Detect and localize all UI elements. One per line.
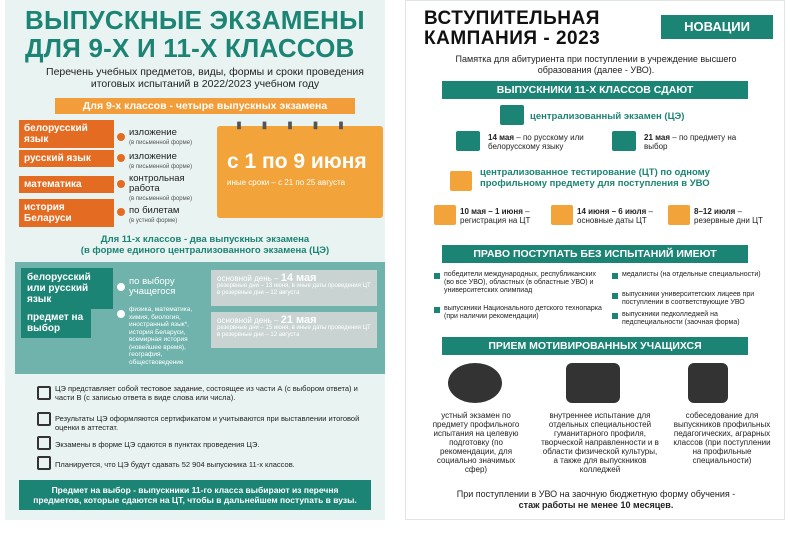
grade9-form: изложение (в письменной форме) — [129, 151, 193, 170]
ct-item: 10 мая – 1 июня – регистрация на ЦТ — [460, 207, 531, 225]
mot-item: собеседование для выпускников профильных педагогических, аграрных классов (при поступлении на профильные специальности) — [673, 411, 771, 465]
rights-item: выпускники педколледжей на педспециальности (заочная форма) — [622, 311, 740, 326]
grade9-subject: белорусский язык — [19, 120, 114, 148]
poster-exams-subtitle: Перечень учебных предметов, виды, формы и сроки проведения итоговых испытаний в 2022/2023 учебном году — [46, 66, 364, 90]
people-icon — [448, 363, 502, 403]
ce-item: 14 мая – по русскому или белорусскому языку — [488, 133, 584, 151]
easel-icon — [566, 363, 620, 403]
poster-exams-title: ВЫПУСКНЫЕ ЭКЗАМЕНЫ ДЛЯ 9-Х И 11-Х КЛАССОВ — [25, 5, 365, 63]
rights-item: выпускники университетских лицеев при поступлении в соответствующие УВО — [622, 291, 755, 306]
calendar-icon — [668, 205, 690, 225]
section-banner: ПРИЕМ МОТИВИРОВАННЫХ УЧАЩИХСЯ — [442, 337, 748, 355]
ct-item: 8–12 июля – резервные дни ЦТ — [694, 207, 763, 225]
calendar-rings-icon: ▮▮▮▮▮ — [236, 120, 364, 131]
bullet-square — [434, 273, 440, 279]
bullet-square — [612, 313, 618, 319]
poster-exams — [5, 0, 385, 520]
calendar-grade9 — [217, 120, 383, 218]
bullet-dot — [117, 154, 125, 162]
section-banner: ПРАВО ПОСТУПАТЬ БЕЗ ИСПЫТАНИЙ ИМЕЮТ — [442, 245, 748, 263]
grade9-form: по билетам (в устной форме) — [129, 205, 180, 224]
bullet-square — [434, 307, 440, 313]
grade11-form: физика, математика, химия, биология, иностранный язык*, история Беларуси, всемирная история (новейшее время), география, обществоведение — [129, 306, 193, 366]
grade11-subject: белорусский или русский язык — [21, 268, 113, 309]
bullet-dot — [117, 133, 125, 141]
mot-item: устный экзамен по предмету профильного испытания на целевую подготовку (по рекомендации, для социально значимых сфер) — [432, 411, 520, 474]
rights-item: победители международных, республиканских (во все УВО), областных (в областные УВО) и университетских олимпиад — [444, 271, 597, 294]
ce-title: централизованный экзамен (ЦЭ) — [530, 111, 685, 122]
ct-item: 14 июня – 6 июля – основные даты ЦТ — [577, 207, 653, 225]
calendar-icon — [500, 105, 524, 125]
grade9-header: Для 9-х классов - четыре выпускных экзамена — [55, 98, 355, 114]
bullet-square — [612, 273, 618, 279]
grade9-form: контрольная работа (в письменной форме) — [129, 173, 193, 202]
exam-day-card: основной день – 21 мая резервные дни – 15 июня, в иные даты проведения ЦТ в резервные дни – 12 августа — [211, 312, 377, 348]
footer-note: Предмет на выбор - выпускники 11-го класса выбирают из перечня предметов, которые сдаются на ЦТ, чтобы в дальнейшем поступать в вузы. — [19, 480, 371, 510]
bullet-dot — [117, 283, 125, 291]
calendar-icon — [551, 205, 573, 225]
section-banner: ВЫПУСКНИКИ 11-Х КЛАССОВ СДАЮТ — [442, 81, 748, 99]
ce-item: 21 мая – по предмету на выбор — [644, 133, 737, 151]
mot-item: внутреннее испытание для отдельных специальностей гуманитарного профиля, творческой направленности и в области физической культуры, а также для выпускников колледжей — [541, 411, 659, 474]
grade9-subject: история Беларуси — [19, 199, 114, 227]
certificate-icon — [37, 412, 51, 426]
info-text: ЦЭ представляет собой тестовое задание, состоящее из части А (с выбором ответа) и части В (с записью ответа в виде слова или числа). — [55, 384, 358, 402]
footer-note: При поступлении в УВО на заочную бюджетную форму обучения - стаж работы не менее 10 месяцев. — [456, 489, 736, 510]
checklist-icon — [688, 363, 728, 403]
calendar-icon — [612, 131, 636, 151]
calendar-icon — [434, 205, 456, 225]
rights-item: медалисты (на отдельные специальности) — [622, 271, 761, 278]
grade9-subject: русский язык — [19, 150, 114, 167]
grade11-header: Для 11-х классов - два выпускных экзамена (в форме единого централизованного экзамена (ЦЭ) — [80, 234, 330, 256]
grade9-dates: с 1 по 9 июня — [227, 150, 367, 173]
info-text: Планируется, что ЦЭ будут сдавать 52 904 выпускника 11-х классов. — [55, 460, 295, 469]
bullet-dot — [117, 180, 125, 188]
bullet-square — [612, 293, 618, 299]
grade11-form: по выбору учащегося — [129, 276, 176, 297]
calendar-icon — [456, 131, 480, 151]
grade9-subject: математика — [19, 176, 114, 193]
badge-novacii: НОВАЦИИ — [661, 15, 773, 39]
memo-text: Памятка для абитуриента при поступлении в учреждение высшего образования (далее - УВО). — [455, 54, 737, 75]
poster-admission-title: ВСТУПИТЕЛЬНАЯ КАМПАНИЯ - 2023 — [424, 8, 601, 49]
rights-item: выпускники Национального детского технопарка (при наличии рекомендации) — [444, 305, 602, 320]
clipboard-icon — [450, 171, 472, 191]
grade9-reserve: иные сроки – с 21 по 25 августа — [227, 178, 346, 187]
people-icon — [37, 456, 51, 470]
checklist-icon — [37, 386, 51, 400]
info-text: Результаты ЦЭ оформляются сертификатом и учитываются при выставлении итоговой оценки в аттестат. — [55, 414, 360, 432]
bullet-dot — [117, 208, 125, 216]
desk-icon — [37, 436, 51, 450]
grade9-form: изложение (в письменной форме) — [129, 127, 193, 146]
bullet-dot — [117, 310, 125, 318]
info-text: Экзамены в форме ЦЭ сдаются в пунктах проведения ЦЭ. — [55, 440, 260, 449]
grade11-subject: предмет на выбор — [21, 308, 91, 338]
exam-day-card: основной день – 14 мая резервные дни – 13 июня, в иные даты проведения ЦТ в резервные дни – 12 августа — [211, 270, 377, 306]
ct-title: централизованное тестирование (ЦТ) по одному профильному предмету для поступления в УВО — [480, 167, 710, 189]
poster-admission — [405, 0, 785, 520]
